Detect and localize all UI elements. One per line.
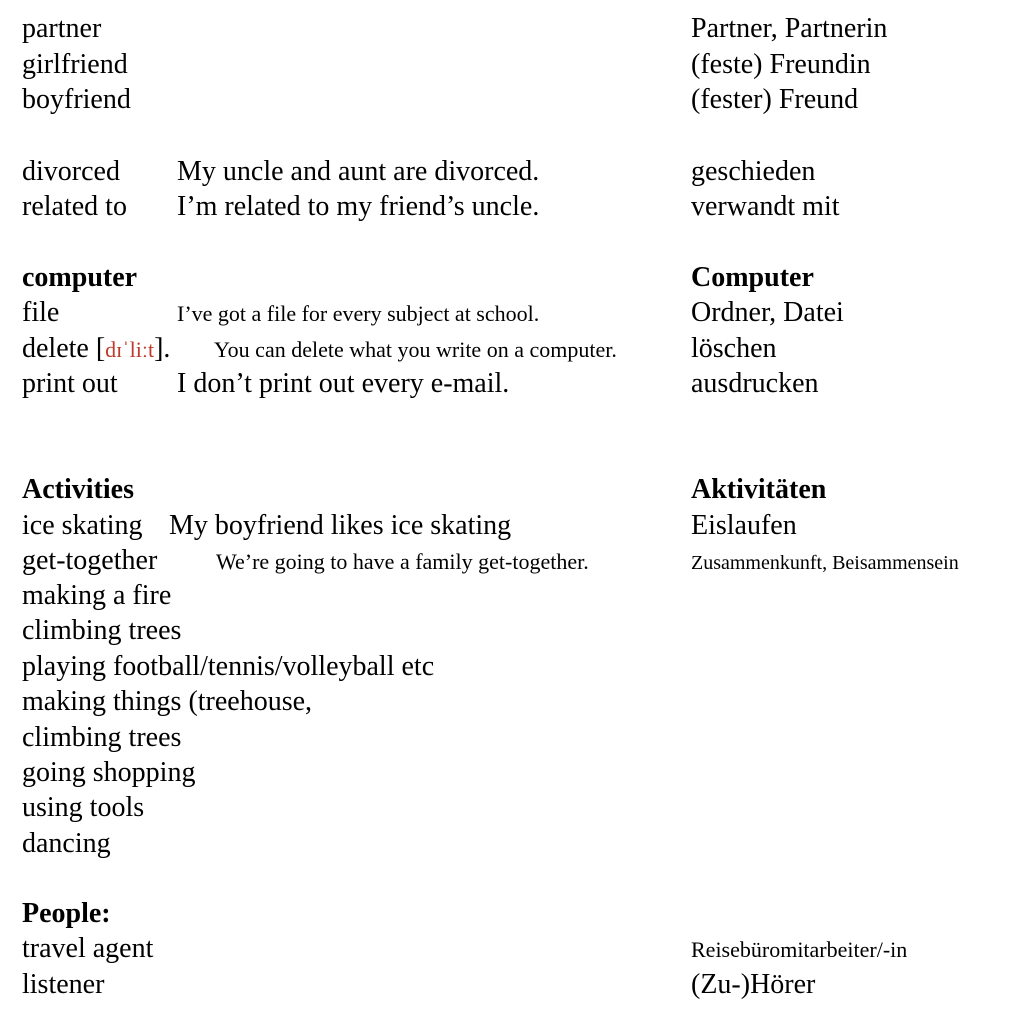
- translation-girlfriend: (feste) Freundin: [691, 49, 871, 80]
- activity-item: making a fire: [22, 580, 172, 611]
- activity-item: going shopping: [22, 757, 196, 788]
- heading-computer-de: Computer: [691, 262, 814, 293]
- heading-people: People:: [22, 898, 111, 929]
- word-file: file: [22, 297, 60, 328]
- heading-computer: computer: [22, 262, 138, 293]
- translation-ice-skating: Eislaufen: [691, 510, 797, 541]
- word-ice-skating: ice skating: [22, 510, 143, 541]
- activity-item: climbing trees: [22, 722, 182, 753]
- bracket-open: [: [95, 333, 106, 364]
- translation-file: Ordner, Datei: [691, 297, 844, 328]
- translation-divorced: geschieden: [691, 156, 816, 187]
- example-delete: You can delete what you write on a computer.: [214, 337, 617, 362]
- activity-item: playing football/tennis/volleyball etc: [22, 651, 435, 682]
- word-partner: partner: [22, 13, 102, 44]
- word-print-out: print out: [22, 368, 118, 399]
- translation-print-out: ausdrucken: [691, 368, 819, 399]
- example-ice-skating: My boyfriend likes ice skating: [169, 510, 512, 541]
- activity-item: using tools: [22, 792, 145, 823]
- word-listener: listener: [22, 969, 105, 1000]
- heading-activities-de: Aktivitäten: [691, 474, 827, 505]
- word-girlfriend: girlfriend: [22, 49, 128, 80]
- translation-listener: (Zu-)Hörer: [691, 969, 816, 1000]
- word-divorced: divorced: [22, 156, 120, 187]
- translation-get-together: Zusammenkunft, Beisammensein: [691, 552, 959, 574]
- translation-travel-agent: Reisebüromitarbeiter/-in: [691, 937, 908, 962]
- example-related-to: I’m related to my friend’s uncle.: [177, 191, 540, 222]
- example-divorced: My uncle and aunt are divorced.: [177, 156, 540, 187]
- example-print-out: I don’t print out every e-mail.: [177, 368, 510, 399]
- translation-partner: Partner, Partnerin: [691, 13, 888, 44]
- word-delete-line: [22, 335, 170, 363]
- example-get-together: We’re going to have a family get-together.: [216, 549, 589, 574]
- bracket-close: ].: [154, 333, 171, 364]
- word-get-together: get-together: [22, 545, 158, 576]
- word-delete: delete: [22, 333, 89, 364]
- translation-related-to: verwandt mit: [691, 191, 840, 222]
- translation-boyfriend: (fester) Freund: [691, 84, 859, 115]
- word-related-to: related to: [22, 191, 127, 222]
- word-boyfriend: boyfriend: [22, 84, 131, 115]
- word-travel-agent: travel agent: [22, 933, 154, 964]
- activity-item: dancing: [22, 828, 111, 859]
- activity-item: climbing trees: [22, 615, 182, 646]
- activity-item: making things (treehouse,: [22, 686, 313, 717]
- translation-delete: löschen: [691, 333, 777, 364]
- heading-activities: Activities: [22, 474, 134, 505]
- example-file: I’ve got a file for every subject at school.: [177, 301, 540, 326]
- pronunciation-delete: dɪˈliːt: [105, 337, 155, 362]
